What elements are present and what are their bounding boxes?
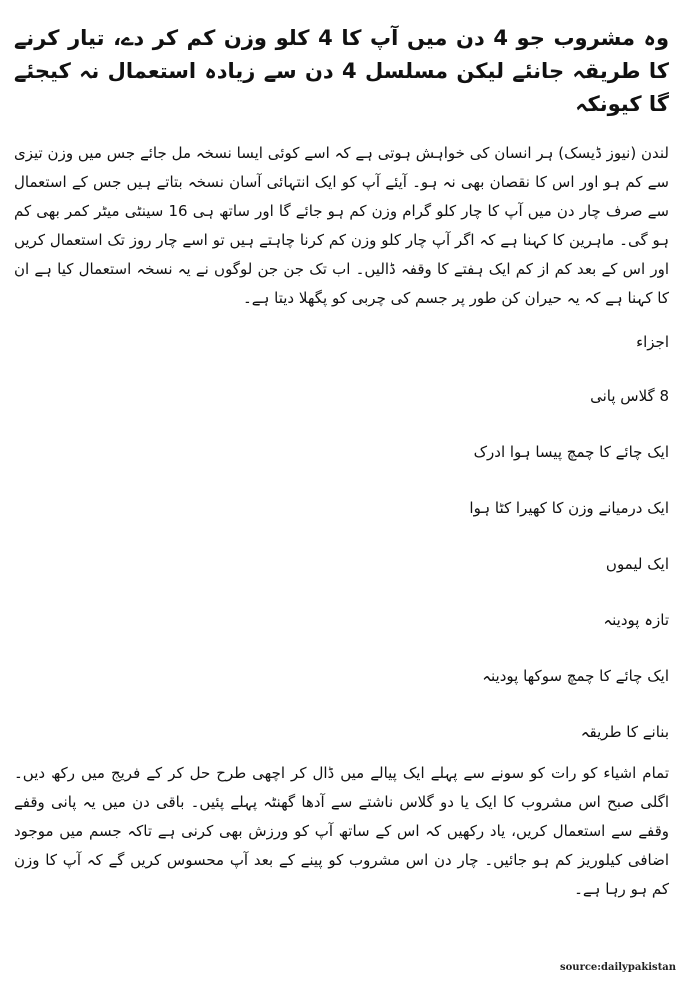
ingredient-item: ایک لیموں <box>605 555 669 573</box>
ingredient-item: 8 گلاس پانی <box>590 387 669 405</box>
article-intro-paragraph: لندن (نیوز ڈیسک) ہر انسان کی خواہش ہوتی ہے کہ اسے کوئی ایسا نسخہ مل جائے جس میں وزن تیزی سے کم ہو اور اس کا نقصان بھی نہ ہو۔ آیئے آپ کو ایک انتہائی آسان نسخہ بتاتے ہیں جس کے استعمال سے صرف چار دن میں آپ کا چار کلو گرام وزن کم ہو جائے گا اور ساتھ ہی 16 سینٹی میٹر کمر بھی کم ہو گی۔ ماہرین کا کہنا ہے کہ اگر آپ چار کلو وزن کم کرنا چاہتے ہیں تو اسے چار روز تک استعمال کریں اور اس کے بعد کم از کم ایک ہفتے کا وقفہ ڈالیں۔ اب تک جن جن لوگوں نے یہ نسخہ استعمال کیا ہے ان کا کہنا ہے کہ یہ حیران کن طور پر جسم کی چربی کو پگھلا دیتا ہے۔ <box>14 144 669 307</box>
article-title: وہ مشروب جو 4 دن میں آپ کا 4 کلو وزن کم کر دے، تیار کرنے کا طریقہ جانئے لیکن مسلسل 4 دن سے زیادہ استعمال نہ کیجئے گا کیونکہ <box>14 26 669 116</box>
ingredient-item: ایک درمیانے وزن کا کھیرا کٹا ہوا <box>469 499 669 517</box>
method-heading: بنانے کا طریقہ <box>580 723 669 741</box>
ingredients-heading: اجزاء <box>636 333 669 351</box>
ingredient-item: تازہ پودینہ <box>603 611 669 629</box>
ingredients-list <box>14 385 669 687</box>
method-paragraph: تمام اشیاء کو رات کو سونے سے پہلے ایک پیالے میں ڈال کر اچھی طرح حل کر کے فریج میں رکھ دیں۔ اگلی صبح اس مشروب کا ایک یا دو گلاس ناشتے سے آدھا گھنٹہ پہلے پئیں۔ باقی دن میں یہ پانی وقفے وقفے سے استعمال کریں، یاد رکھیں کہ اس کے ساتھ آپ کو ورزش بھی کرنی ہے تاکہ جسم میں موجود اضافی کیلوریز کم ہو جائیں۔ چار دن اس مشروب کو پینے کے بعد آپ محسوس کریں گے کہ آپ کا وزن کم ہو رہا ہے۔ <box>14 764 669 898</box>
ingredient-item: ایک چائے کا چمچ پیسا ہوا ادرک <box>473 443 669 461</box>
source-credit: source:dailypakistan <box>560 962 677 973</box>
ingredient-item: ایک چائے کا چمچ سوکھا پودینہ <box>482 667 669 685</box>
